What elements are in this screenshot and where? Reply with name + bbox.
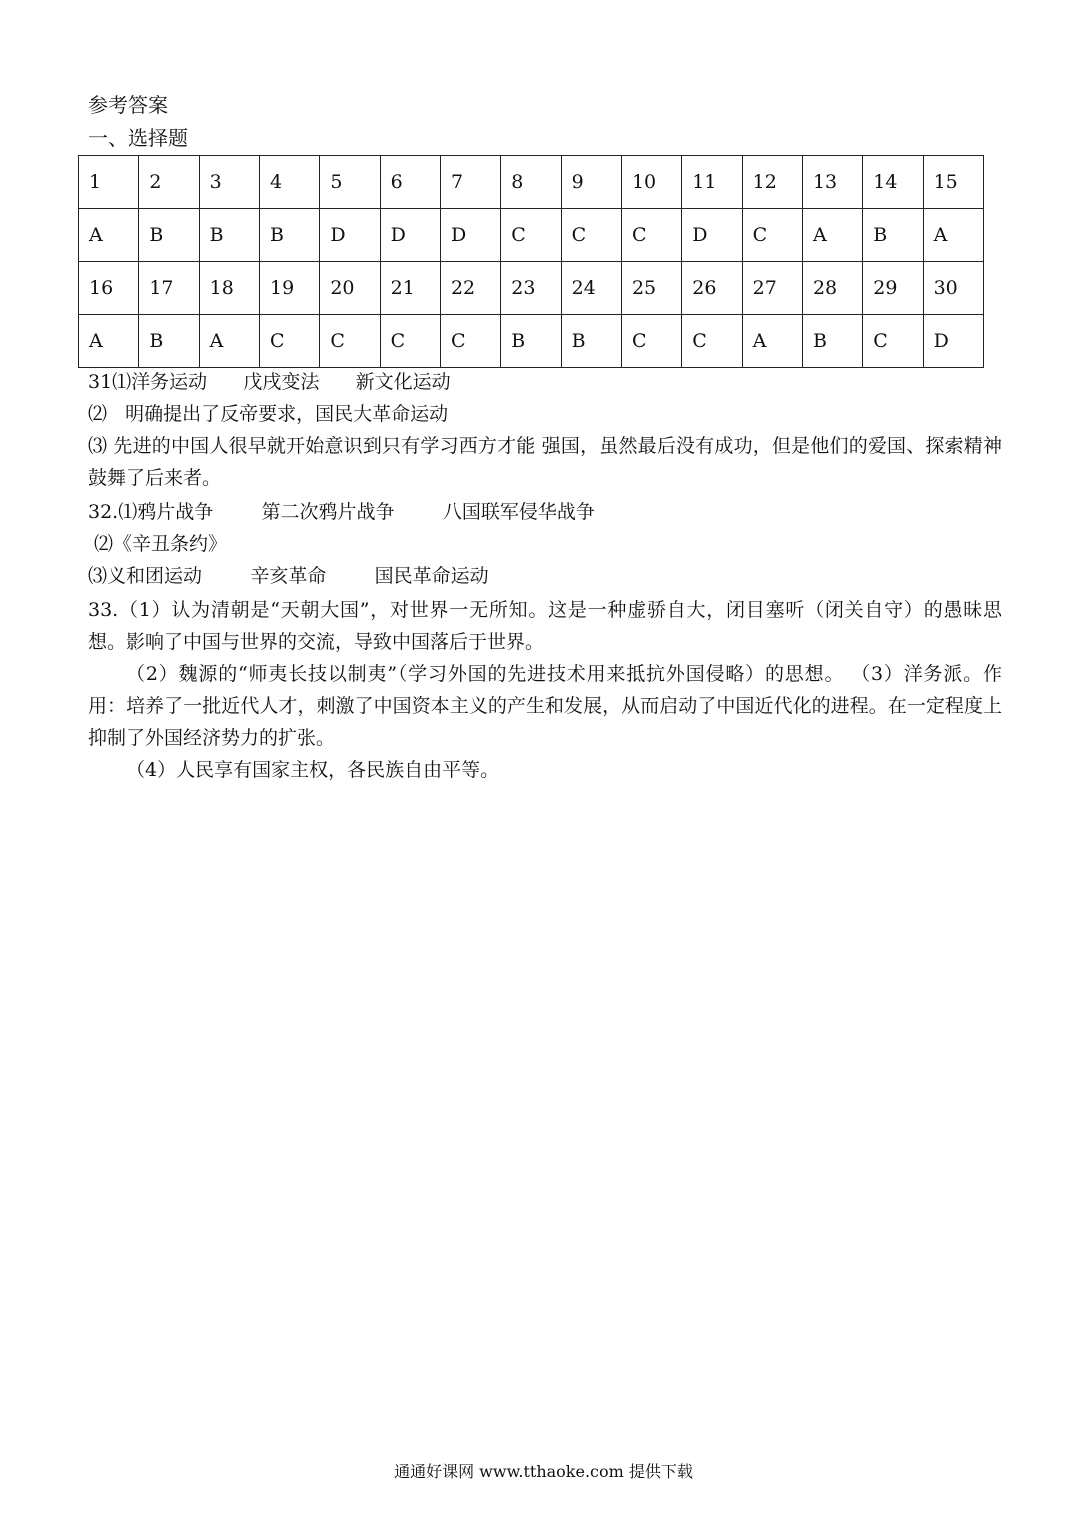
answer-letter-cell: D — [320, 209, 380, 262]
answer-letter-cell: C — [320, 315, 380, 368]
answer-letter-cell: C — [501, 209, 561, 262]
answer-letter-cell: D — [380, 209, 440, 262]
question-31-answers — [88, 366, 1002, 494]
q31-line-2: ⑵ 明确提出了反帝要求，国民大革命运动 — [88, 403, 449, 425]
question-number-cell: 21 — [380, 262, 440, 315]
answer-letter-cell: A — [199, 315, 259, 368]
question-number-cell: 5 — [320, 156, 380, 209]
answer-letter-cell: A — [802, 209, 862, 262]
question-number-cell: 19 — [259, 262, 319, 315]
answer-letter-cell: B — [199, 209, 259, 262]
q31-line-1: 31⑴洋务运动 戊戌变法 新文化运动 — [88, 371, 451, 393]
answer-letter-cell: B — [802, 315, 862, 368]
q33-paragraph-2: （2）魏源的“师夷长技以制夷”（学习外国的先进技术用来抵抗外国侵略）的思想。 （3）洋务派。作用：培养了一批近代人才，刺激了中国资本主义的产生和发展，从而启动了中国近代化的进程。在一定程度上抑制了外国经济势力的扩张。 — [88, 663, 1002, 749]
answer-letter-cell: C — [259, 315, 319, 368]
question-32-answers — [88, 496, 1002, 592]
question-number-cell: 14 — [863, 156, 923, 209]
section-heading: 一、选择题 — [88, 126, 188, 150]
answer-letter-cell: A — [79, 315, 139, 368]
answer-letter-cell: D — [923, 315, 983, 368]
question-number-cell: 4 — [259, 156, 319, 209]
answer-letter-cell: B — [259, 209, 319, 262]
question-number-row — [79, 262, 984, 315]
question-number-cell: 17 — [139, 262, 199, 315]
question-number-cell: 15 — [923, 156, 983, 209]
question-number-cell: 30 — [923, 262, 983, 315]
question-number-cell: 16 — [79, 262, 139, 315]
question-number-cell: 9 — [561, 156, 621, 209]
question-number-cell: 11 — [682, 156, 742, 209]
question-number-cell: 25 — [621, 262, 681, 315]
question-number-cell: 13 — [802, 156, 862, 209]
answer-letter-cell: C — [863, 315, 923, 368]
question-number-cell: 22 — [440, 262, 500, 315]
answer-letter-cell: C — [682, 315, 742, 368]
question-number-cell: 18 — [199, 262, 259, 315]
answer-letter-cell: B — [501, 315, 561, 368]
q33-paragraph-3: （4）人民享有国家主权，各民族自由平等。 — [126, 759, 500, 781]
question-33-answers — [88, 594, 1002, 786]
question-number-cell: 1 — [79, 156, 139, 209]
question-number-cell: 29 — [863, 262, 923, 315]
question-number-cell: 2 — [139, 156, 199, 209]
question-number-cell: 6 — [380, 156, 440, 209]
question-number-cell: 26 — [682, 262, 742, 315]
answer-letter-cell: D — [440, 209, 500, 262]
answer-letter-cell: A — [79, 209, 139, 262]
answer-letter-cell: B — [139, 209, 199, 262]
answer-letter-cell: C — [380, 315, 440, 368]
answer-letter-cell: B — [139, 315, 199, 368]
page-title: 参考答案 — [88, 93, 168, 117]
answer-letter-cell: C — [742, 209, 802, 262]
q31-line-3: ⑶ 先进的中国人很早就开始意识到只有学习西方才能 强国，虽然最后没有成功，但是他们的爱国、探索精神鼓舞了后来者。 — [88, 435, 1002, 489]
question-number-cell: 24 — [561, 262, 621, 315]
answer-letter-row — [79, 209, 984, 262]
question-number-cell: 12 — [742, 156, 802, 209]
q33-paragraph-1: 33.（1）认为清朝是“天朝大国”，对世界一无所知。这是一种虚骄自大，闭目塞听（闭关自守）的愚昧思想。影响了中国与世界的交流，导致中国落后于世界。 — [88, 599, 1002, 653]
question-number-cell: 3 — [199, 156, 259, 209]
answer-letter-cell: C — [621, 209, 681, 262]
answer-letter-cell: D — [682, 209, 742, 262]
answer-letter-cell: A — [923, 209, 983, 262]
q32-line-3: ⑶义和团运动 辛亥革命 国民革命运动 — [88, 565, 489, 587]
q32-line-2: ⑵《辛丑条约》 — [88, 533, 228, 555]
question-number-cell: 23 — [501, 262, 561, 315]
answer-letter-cell: B — [561, 315, 621, 368]
answer-letter-row — [79, 315, 984, 368]
question-number-cell: 7 — [440, 156, 500, 209]
question-number-cell: 27 — [742, 262, 802, 315]
answer-letter-cell: C — [561, 209, 621, 262]
question-number-row — [79, 156, 984, 209]
answer-letter-cell: C — [621, 315, 681, 368]
question-number-cell: 20 — [320, 262, 380, 315]
answer-table — [78, 155, 984, 368]
answer-letter-cell: A — [742, 315, 802, 368]
q32-line-1: 32.⑴鸦片战争 第二次鸦片战争 八国联军侵华战争 — [88, 501, 595, 523]
question-number-cell: 8 — [501, 156, 561, 209]
question-number-cell: 10 — [621, 156, 681, 209]
answer-letter-cell: B — [863, 209, 923, 262]
footer-source-note: 通通好课网 www.tthaoke.com 提供下载 — [394, 1462, 693, 1481]
answer-letter-cell: C — [440, 315, 500, 368]
question-number-cell: 28 — [802, 262, 862, 315]
